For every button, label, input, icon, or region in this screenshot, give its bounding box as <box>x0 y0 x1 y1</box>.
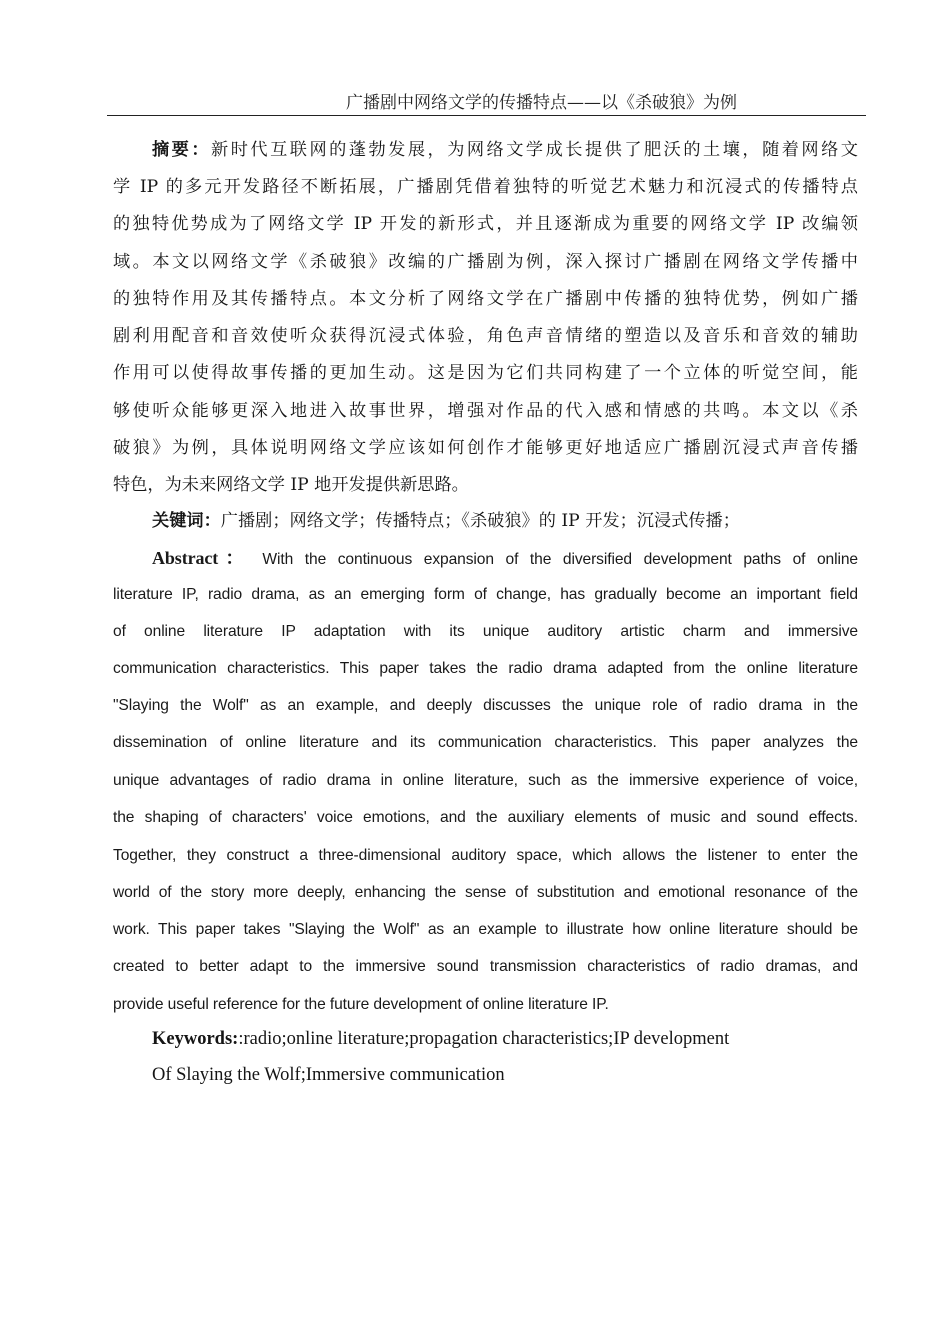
abstract-en-line-6: dissemination of online literature and its communication characteristics. This paper analyzes the <box>113 734 858 751</box>
abstract-zh-line-5: 的独特作用及其传播特点。本文分析了网络文学在广播剧中传播的独特优势，例如广播 <box>113 289 858 309</box>
abstract-en-line-4: communication characteristics. This paper takes the radio drama adapted from the online literature <box>113 660 858 677</box>
abstract-zh-line-4: 域。本文以网络文学《杀破狼》改编的广播剧为例，深入探讨广播剧在网络文学传播中 <box>113 252 858 272</box>
abstract-en-line-2: literature IP, radio drama, as an emerging form of change, has gradually become an important field <box>113 586 858 603</box>
abstract-zh-line-6: 剧利用配音和音效使听众获得沉浸式体验，角色声音情绪的塑造以及音乐和音效的辅助 <box>113 326 858 346</box>
abstract-en-line-7: unique advantages of radio drama in online literature, such as the immersive experience of voice, <box>113 772 858 789</box>
abstract-zh-line-3: 的独特优势成为了网络文学 IP 开发的新形式，并且逐渐成为重要的网络文学 IP 改编领 <box>113 214 858 234</box>
abstract-en-line-13: provide useful reference for the future development of online literature IP. <box>113 996 609 1013</box>
abstract-en-line-11: work. This paper takes "Slaying the Wolf" as an example to illustrate how online literature should be <box>113 921 858 938</box>
running-header-title: 广播剧中网络文学的传播特点——以《杀破狼》为例 <box>346 93 737 113</box>
abstract-zh-line-2: 学 IP 的多元开发路径不断拓展，广播剧凭借着独特的听觉艺术魅力和沉浸式的传播特点 <box>113 177 858 197</box>
abstract-en-label: Abstract： <box>152 548 251 568</box>
abstract-en-line-12: created to better adapt to the immersive sound transmission characteristics of radio dramas, and <box>113 958 858 975</box>
abstract-en-line-10: world of the story more deeply, enhancing the sense of substitution and emotional resonance of the <box>113 884 858 901</box>
keywords-en-label: Keywords: <box>152 1029 239 1049</box>
keywords-en-line-2: Of Slaying the Wolf;Immersive communication <box>152 1065 505 1085</box>
abstract-zh-line-9: 破狼》为例，具体说明网络文学应该如何创作才能够更好地适应广播剧沉浸式声音传播 <box>113 438 858 458</box>
abstract-zh-line-10: 特色，为未来网络文学 IP 地开发提供新思路。 <box>113 475 469 495</box>
abstract-zh-line-1: 摘要：新时代互联网的蓬勃发展，为网络文学成长提供了肥沃的土壤，随着网络文 <box>152 140 858 160</box>
keywords-zh-label: 关键词： <box>152 511 221 531</box>
abstract-en-line-8: the shaping of characters' voice emotions, and the auxiliary elements of music and sound effects. <box>113 809 858 826</box>
keywords-zh-text: 广播剧；网络文学；传播特点；《杀破狼》的 IP 开发；沉浸式传播； <box>220 511 740 531</box>
abstract-zh-line-8: 够使听众能够更深入地进入故事世界，增强对作品的代入感和情感的共鸣。本文以《杀 <box>113 401 858 421</box>
keywords-en-line-1: Keywords::radio;online literature;propagation characteristics;IP development <box>152 1029 730 1049</box>
abstract-en-line-9: Together, they construct a three-dimensional auditory space, which allows the listener to enter the <box>113 847 858 864</box>
abstract-zh-line-7: 作用可以使得故事传播的更加生动。这是因为它们共同构建了一个立体的听觉空间，能 <box>113 363 858 383</box>
abstract-en-line-1: Abstract： With the continuous expansion of the diversified development paths of online <box>152 548 858 568</box>
abstract-en-line-3: of online literature IP adaptation with its unique auditory artistic charm and immersive <box>113 623 858 640</box>
keywords-zh <box>152 508 858 534</box>
header-divider <box>107 115 866 116</box>
abstract-en-line-5: "Slaying the Wolf" as an example, and deeply discusses the unique role of radio drama in the <box>113 697 858 714</box>
abstract-zh-label: 摘要： <box>152 140 212 160</box>
